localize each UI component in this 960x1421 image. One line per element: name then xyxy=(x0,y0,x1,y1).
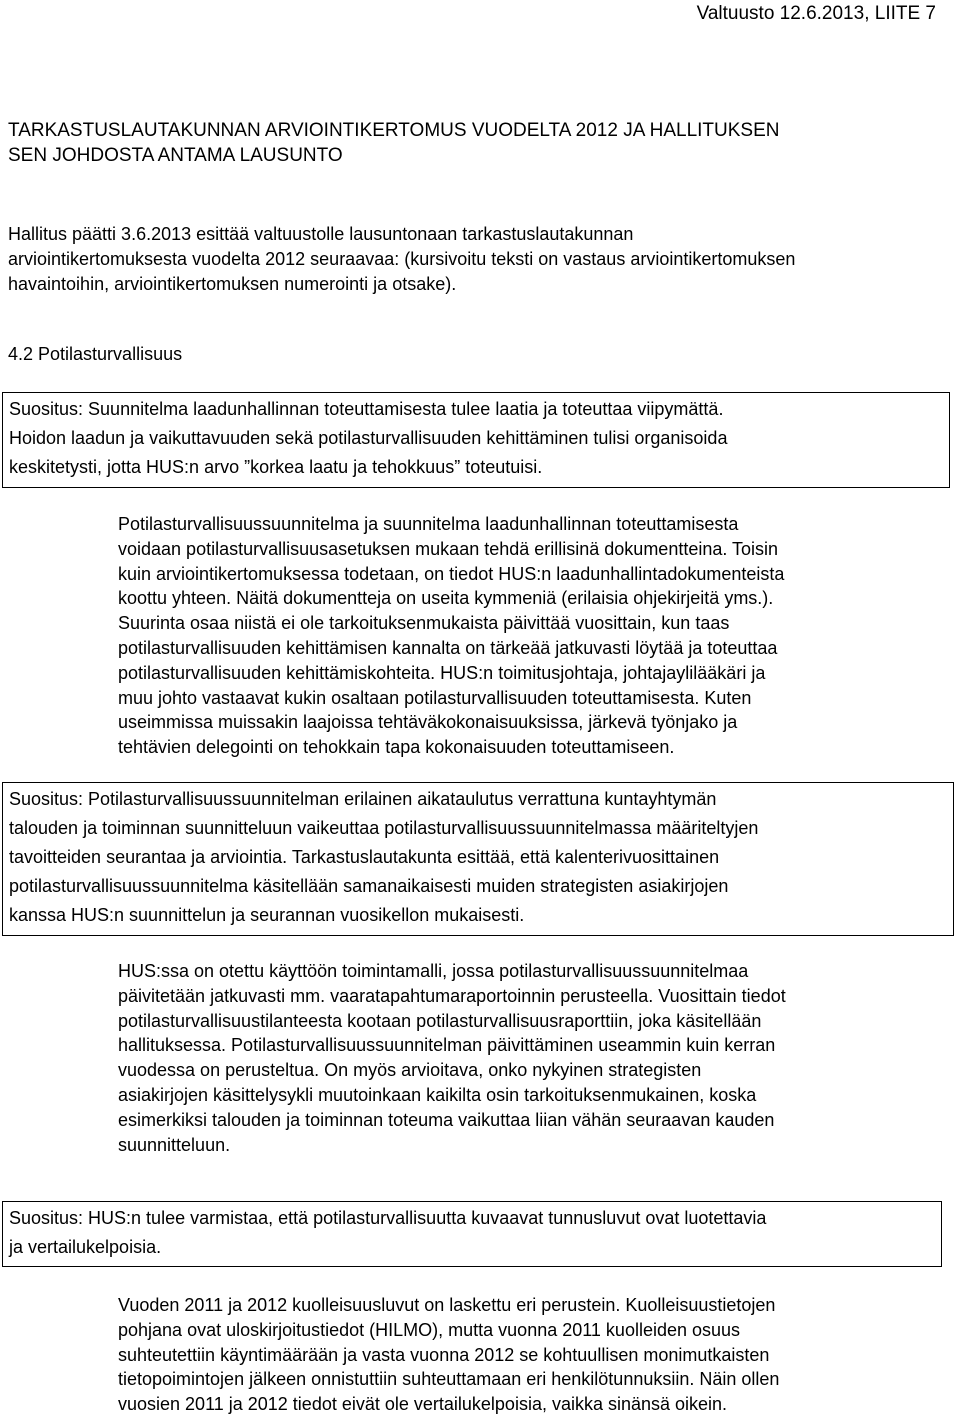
recommendation-line: keskitetysti, jotta HUS:n arvo ”korkea laatu ja tehokkuus” toteutuisi. xyxy=(9,457,543,477)
response-line: asiakirjojen käsittelysykli muutoinkaan kaikilta osin tarkoituksenmukainen, koska xyxy=(118,1084,757,1105)
document-title xyxy=(8,118,938,168)
intro-line: Hallitus päätti 3.6.2013 esittää valtuustolle lausuntonaan tarkastuslautakunnan xyxy=(8,224,634,244)
response-line: päivitetään jatkuvasti mm. vaaratapahtumaraportoinnin perusteella. Vuosittain tiedot xyxy=(118,985,786,1006)
response-line: vuodessa on perusteltua. On myös arvioitava, onko nykyinen strategisten xyxy=(118,1060,702,1081)
response-line: suunnitteluun. xyxy=(118,1134,231,1155)
recommendation-box xyxy=(2,782,954,936)
title-line: SEN JOHDOSTA ANTAMA LAUSUNTO xyxy=(8,145,343,166)
response-line: pohjana ovat uloskirjoitustiedot (HILMO), mutta vuonna 2011 kuolleiden osuus xyxy=(118,1319,741,1340)
response-line: Potilasturvallisuussuunnitelma ja suunnitelma laadunhallinnan toteuttamisesta xyxy=(118,514,739,534)
recommendation-line: tavoitteiden seurantaa ja arviointia. Tarkastuslautakunta esittää, että kalenterivuosittainen xyxy=(9,847,720,867)
document-header-meta: Valtuusto 12.6.2013, LIITE 7 xyxy=(696,3,936,24)
response-line: tehtävien delegointi on tehokkain tapa kokonaisuuden toteuttamiseen. xyxy=(118,737,675,758)
response-line: vuosien 2011 ja 2012 tiedot eivät ole vertailukelpoisia, vaikka sinänsä oikein. xyxy=(118,1394,728,1415)
recommendation-line: talouden ja toiminnan suunnitteluun vaikeuttaa potilasturvallisuussuunnitelmassa määriteltyjen xyxy=(9,818,759,838)
response-paragraph xyxy=(118,959,918,1157)
recommendation-line: ja vertailukelpoisia. xyxy=(9,1237,162,1257)
response-paragraph xyxy=(118,512,918,760)
response-line: tietopoimintojen jälkeen onnistuttiin suhteuttamaan eri henkilötunnuksiin. Näin ollen xyxy=(118,1369,780,1390)
response-line: suhteutettiin käyntimäärään ja vasta vuonna 2012 se kohtuullisen monimutkaisten xyxy=(118,1344,770,1365)
recommendation-box xyxy=(2,1201,942,1267)
recommendation-line: kanssa HUS:n suunnittelun ja seurannan vuosikellon mukaisesti. xyxy=(9,905,525,925)
recommendation-line: potilasturvallisuussuunnitelma käsitellään samanaikaisesti muiden strategisten asiakirjojen xyxy=(9,876,729,896)
response-line: voidaan potilasturvallisuusasetuksen mukaan tehdä erillisinä dokumentteina. Toisin xyxy=(118,538,779,559)
response-line: potilasturvallisuuden kehittämisen kannalta on tärkeää jatkuvasti löytää ja toteuttaa xyxy=(118,637,778,658)
response-line: potilasturvallisuuden kehittämiskohteita. HUS:n toimitusjohtaja, johtajaylilääkäri ja xyxy=(118,662,766,683)
intro-paragraph xyxy=(8,222,953,297)
response-line: muu johto vastaavat kukin osaltaan potilasturvallisuuden toteuttamisesta. Kuten xyxy=(118,687,752,708)
response-line: kuin arviointikertomuksessa todetaan, on tiedot HUS:n laadunhallintadokumenteista xyxy=(118,563,785,584)
response-line: HUS:ssa on otettu käyttöön toimintamalli, jossa potilasturvallisuussuunnitelmaa xyxy=(118,961,749,981)
response-line: potilasturvallisuustilanteesta kootaan potilasturvallisuusraporttiin, joka käsitellään xyxy=(118,1010,762,1031)
response-line: Suurinta osaa niistä ei ole tarkoituksenmukaista päivittää vuosittain, kun taas xyxy=(118,613,730,634)
response-line: esimerkiksi talouden ja toiminnan toteuma vaikuttaa liian vähän seuraavan kauden xyxy=(118,1109,775,1130)
response-paragraph xyxy=(118,1293,918,1417)
recommendation-line: Hoidon laadun ja vaikuttavuuden sekä potilasturvallisuuden kehittäminen tulisi organisoida xyxy=(9,428,728,448)
response-line: hallituksessa. Potilasturvallisuussuunnitelman päivittäminen useammin kuin kerran xyxy=(118,1035,776,1056)
title-line: TARKASTUSLAUTAKUNNAN ARVIOINTIKERTOMUS VUODELTA 2012 JA HALLITUKSEN xyxy=(8,120,780,141)
section-heading: 4.2 Potilasturvallisuus xyxy=(8,344,183,364)
recommendation-box xyxy=(2,392,950,488)
intro-line: arviointikertomuksesta vuodelta 2012 seuraavaa: (kursivoitu teksti on vastaus arviointikertomuksen xyxy=(8,249,796,269)
response-line: koottu yhteen. Näitä dokumentteja on useita kymmeniä (erilaisia ohjekirjeitä yms.). xyxy=(118,588,774,609)
recommendation-line: Suositus: HUS:n tulee varmistaa, että potilasturvallisuutta kuvaavat tunnusluvut ovat luotettavia xyxy=(9,1208,767,1228)
response-line: useimmissa muissakin laajoissa tehtäväkokonaisuuksissa, järkevä työnjako ja xyxy=(118,712,738,733)
response-line: Vuoden 2011 ja 2012 kuolleisuusluvut on laskettu eri perustein. Kuolleisuustietojen xyxy=(118,1295,776,1315)
recommendation-line: Suositus: Suunnitelma laadunhallinnan toteuttamisesta tulee laatia ja toteuttaa viipymättä. xyxy=(9,399,724,419)
intro-line: havaintoihin, arviointikertomuksen numerointi ja otsake). xyxy=(8,274,457,294)
recommendation-line: Suositus: Potilasturvallisuussuunnitelman erilainen aikataulutus verrattuna kuntayhtymän xyxy=(9,789,717,809)
